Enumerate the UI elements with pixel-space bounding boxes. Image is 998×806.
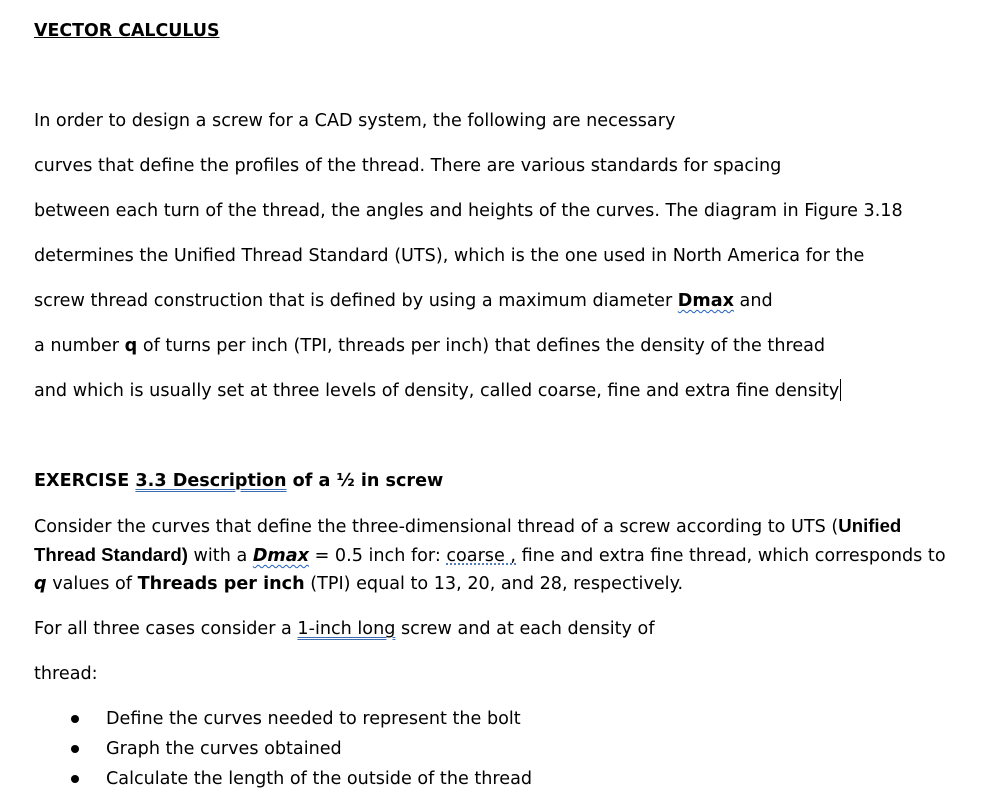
bullet-icon [71,715,79,723]
intro-text: screw thread construction that is defined by using a maximum diameter [34,291,678,311]
intro-line-4 [34,244,864,268]
list-item [0,737,998,767]
exercise-heading-rest: of a ½ in screw [286,471,444,491]
list-item-text: Graph the curves obtained [106,739,342,759]
exercise-para-line-1 [34,514,901,539]
intro-line-1 [34,109,675,133]
para-text: (TPI) equal to 13, 20, and 28, respectively. [304,574,684,594]
list-item-text: Define the curves needed to represent the bolt [106,709,521,729]
dmax-term: Dmax [252,546,309,566]
text-cursor [840,379,841,401]
para-text: values of [46,574,138,594]
list-item-text: Calculate the length of the outside of the thread [106,769,533,789]
exercise-para-2 [34,617,655,641]
intro-text: and which is usually set at three levels of density, called coarse, fine and extra fine density [34,381,840,401]
para-text: = 0.5 inch for: [309,546,447,566]
intro-text: a number [34,336,125,356]
bullet-icon [71,745,79,753]
intro-text: and [733,291,773,311]
exercise-para-line-3 [34,572,683,596]
intro-text: determines the Unified Thread Standard (UTS), which is the one used in North America for the [34,246,865,266]
intro-line-5 [34,289,773,313]
intro-line-6 [34,334,825,358]
intro-text: curves that define the profiles of the thread. There are various standards for spacing [34,156,782,176]
thread-standard-term: Thread Standard) [34,544,188,565]
exercise-label: EXERCISE [34,471,136,491]
intro-line-3 [34,199,903,223]
list-item [0,707,998,737]
one-inch-long-term: 1-inch long [297,619,396,639]
exercise-para-line-2 [34,543,946,568]
exercise-heading [34,469,443,493]
dmax-term: Dmax [677,291,734,311]
q-term: q [34,574,47,594]
q-term: q [124,336,138,356]
exercise-number: 3.3 Description [135,471,287,491]
para-text: Consider the curves that define the three-dimensional thread of a screw according to UTS ( [34,517,839,537]
intro-text: between each turn of the thread, the angles and heights of the curves. The diagram in Figure 3.18 [34,201,903,221]
exercise-para-3: thread: [34,664,98,684]
tpi-term: Threads per inch [137,574,305,594]
unified-term: Unified [838,515,902,536]
list-item [0,767,998,797]
document-title: VECTOR CALCULUS [34,21,220,41]
para-text: with a [187,546,253,566]
para-text: For all three cases consider a [34,619,298,639]
para-text: screw and at each density of [395,619,655,639]
intro-text: of turns per inch (TPI, threads per inch) that defines the density of the thread [137,336,826,356]
intro-text: In order to design a screw for a CAD system, the following are necessary [34,111,676,131]
coarse-term: coarse , [446,546,516,566]
bullet-icon [71,775,79,783]
para-text: fine and extra fine thread, which corresponds to [516,546,946,566]
intro-line-7[interactable] [34,379,841,403]
intro-line-2 [34,154,781,178]
